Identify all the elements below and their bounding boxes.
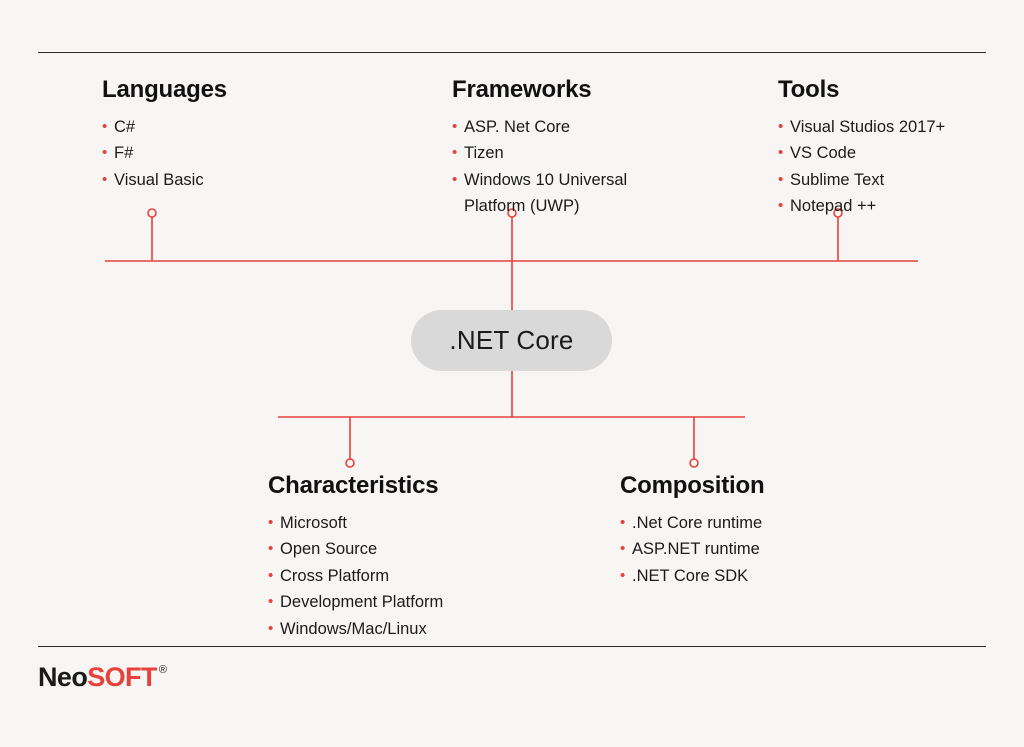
logo-text-soft: SOFT: [87, 662, 157, 692]
group-title-characteristics: Characteristics: [268, 472, 439, 499]
list-item: • VS Code: [778, 140, 945, 166]
list-item: • F#: [102, 140, 227, 166]
group-languages: [102, 76, 227, 193]
list-item: • ASP.NET runtime: [620, 536, 764, 562]
list-item: • Cross Platform: [268, 563, 443, 589]
list-item: • .Net Core runtime: [620, 510, 764, 536]
group-list-composition: [620, 510, 764, 589]
group-frameworks: [452, 76, 664, 220]
list-item: • .NET Core SDK: [620, 563, 764, 589]
group-list-characteristics: [268, 510, 443, 642]
list-item: • Development Platform: [268, 589, 443, 615]
group-title-tools: Tools: [778, 76, 840, 103]
list-item: • Microsoft: [268, 510, 443, 536]
group-title-frameworks: Frameworks: [452, 76, 592, 103]
group-list-tools: [778, 114, 945, 220]
neosoft-logo: [38, 662, 166, 693]
list-item: • C#: [102, 114, 227, 140]
group-tools: [778, 76, 945, 220]
group-title-languages: Languages: [102, 76, 227, 103]
bottom-divider: [38, 646, 986, 647]
list-item: • ASP. Net Core: [452, 114, 664, 140]
logo-text-neo: Neo: [38, 662, 88, 692]
group-list-languages: [102, 114, 227, 193]
group-list-frameworks: [452, 114, 664, 220]
group-composition: [620, 472, 764, 589]
registered-mark-icon: ®: [158, 664, 167, 676]
top-divider: [38, 52, 986, 53]
list-item: • Open Source: [268, 536, 443, 562]
list-item: • Sublime Text: [778, 167, 945, 193]
list-item: • Tizen: [452, 140, 664, 166]
group-characteristics: [268, 472, 443, 642]
list-item: • Visual Studios 2017+: [778, 114, 945, 140]
center-node-dotnet-core: .NET Core: [411, 310, 612, 371]
list-item: • Notepad ++: [778, 193, 945, 219]
list-item: • Windows 10 Universal Platform (UWP): [452, 167, 664, 220]
list-item: • Visual Basic: [102, 167, 227, 193]
list-item: • Windows/Mac/Linux: [268, 616, 443, 642]
group-title-composition: Composition: [620, 472, 765, 499]
